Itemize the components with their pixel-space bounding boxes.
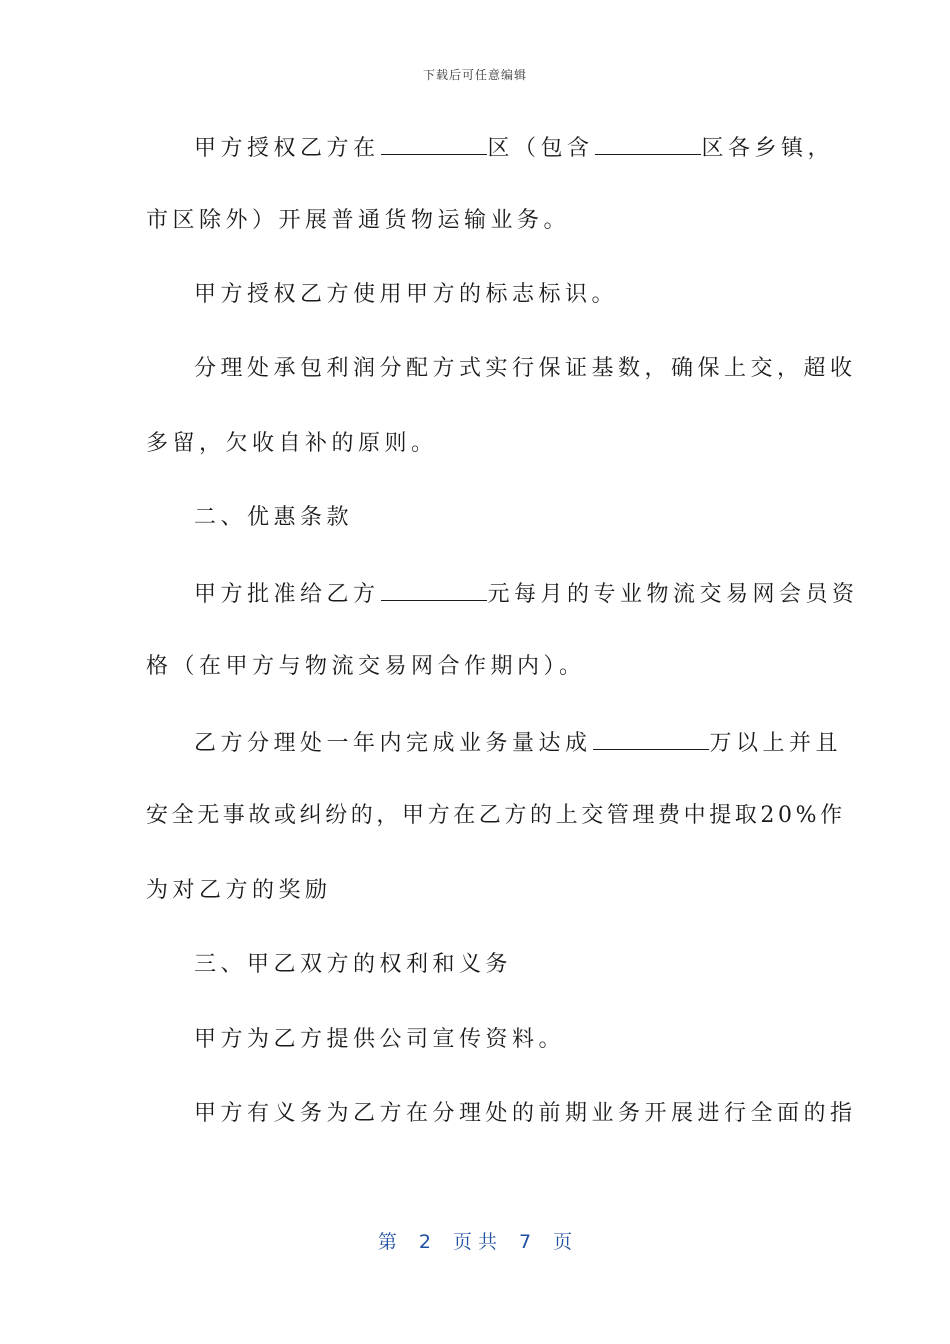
text-segment: 甲方批准给乙方 — [194, 582, 380, 607]
paragraph-line: 安全无事故或纠纷的，甲方在乙方的上交管理费中提取20%作 — [146, 803, 846, 828]
footer-label: 第 — [377, 1231, 397, 1253]
total-pages-number: 7 — [519, 1231, 532, 1253]
blank-line — [593, 727, 709, 750]
paragraph-line: 格（在甲方与物流交易网合作期内）。 — [146, 654, 586, 679]
paragraph-membership — [194, 578, 859, 610]
paragraph-line: 分理处承包利润分配方式实行保证基数，确保上交，超收 — [194, 356, 857, 381]
page-footer — [0, 1227, 950, 1254]
paragraph-line: 甲方有义务为乙方在分理处的前期业务开展进行全面的指 — [194, 1101, 857, 1126]
text-segment: 万以上并且 — [709, 731, 843, 756]
paragraph-line: 为对乙方的奖励 — [146, 878, 332, 903]
blank-line — [381, 578, 487, 601]
paragraph-line: 甲方授权乙方使用甲方的标志标识。 — [194, 282, 619, 307]
text-segment: 甲方授权乙方在 — [194, 136, 380, 161]
paragraph-line: 多留，欠收自补的原则。 — [146, 431, 438, 456]
text-segment: 元每月的专业物流交易网会员资 — [487, 582, 859, 607]
text-segment: 区各乡镇， — [701, 136, 835, 161]
blank-line — [381, 132, 487, 155]
section-heading: 二、优惠条款 — [194, 505, 354, 530]
page-header: 下载后可任意编辑 — [422, 68, 527, 82]
text-segment: 乙方分理处一年内完成业务量达成 — [194, 731, 592, 756]
paragraph-line: 甲方为乙方提供公司宣传资料。 — [194, 1027, 566, 1052]
paragraph-volume — [194, 727, 843, 759]
current-page-number: 2 — [418, 1231, 431, 1253]
paragraph-authorization-area — [194, 132, 834, 164]
section-heading: 三、甲乙双方的权利和义务 — [194, 952, 513, 977]
blank-line — [595, 132, 701, 155]
footer-label: 页 — [553, 1231, 573, 1253]
paragraph-line: 市区除外）开展普通货物运输业务。 — [146, 208, 571, 233]
footer-label: 页 共 — [452, 1231, 498, 1253]
text-segment: 区（包含 — [487, 136, 594, 161]
